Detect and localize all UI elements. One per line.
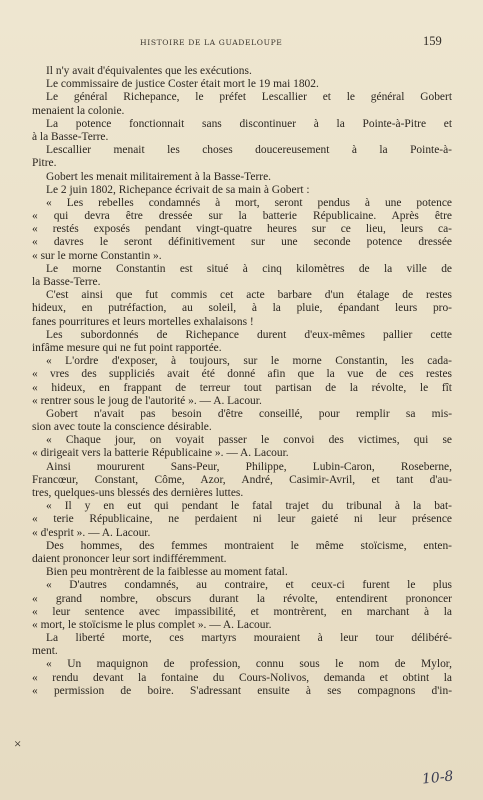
text-line: « D'autres condamnés, au contraire, et ceux-ci furent le plus [46, 579, 452, 592]
text-line: « permission de boire. S'adressant ensuite à ses compagnons d'in- [32, 684, 452, 697]
text-line: menaient la colonie. [32, 104, 125, 117]
text-line: « qui devra être dressée sur la batterie Républicaine. Après être [32, 210, 452, 223]
text-line: « leur sentence avec impassibilité, et montrèrent, en marchant à la [32, 605, 452, 618]
text-line: C'est ainsi que fut commis cet acte barbare d'un étalage de restes [46, 289, 452, 302]
text-line: Des hommes, des femmes montraient le même stoïcisme, enten- [46, 539, 452, 552]
text-line: Ainsi moururent Sans-Peur, Philippe, Lubin-Caron, Roseberne, [46, 460, 452, 473]
text-line: Pitre. [32, 157, 57, 170]
text-line: Le commissaire de justice Coster était mort le 19 mai 1802. [46, 78, 319, 91]
body-text [32, 65, 452, 698]
handwritten-folio-mark: 10-8 [421, 768, 455, 788]
text-line: hideux, en putréfaction, au soleil, à la pluie, épandant leurs pro- [32, 302, 452, 315]
text-line: « L'ordre d'exposer, à toujours, sur le morne Constantin, les cada- [46, 355, 452, 368]
text-line: Bien peu montrèrent de la faiblesse au moment fatal. [46, 566, 288, 579]
text-line: Les subordonnés de Richepance durent d'eux-mêmes pallier cette [46, 328, 452, 341]
text-line: « d'esprit ». — A. Lacour. [32, 526, 151, 539]
text-line: tres, quelques-uns blessés des dernières luttes. [32, 487, 244, 499]
text-line: sion avec toute la conscience désirable. [32, 421, 212, 434]
text-line: Francœur, Constant, Côme, Azor, André, Casimir-Avril, et tant d'au- [32, 473, 452, 486]
text-line: « Chaque jour, on voyait passer le convoi des victimes, qui se [46, 434, 452, 447]
text-line: « davres le seront définitivement sur une seconde potence dressée [32, 236, 452, 249]
text-line: Il n'y avait d'équivalentes que les exécutions. [46, 65, 252, 77]
text-line: Gobert les menait militairement à la Basse-Terre. [46, 170, 272, 183]
page-number: 159 [423, 34, 442, 48]
text-line: « rendu devant la fontaine du Cours-Nolivos, demanda et obtint la [32, 671, 452, 684]
running-head: HISTOIRE DE LA GUADELOUPE [140, 38, 283, 47]
text-line: « rentrer sous le joug de l'autorité ». — A. Lacour. [32, 394, 262, 407]
text-line: « sur le morne Constantin ». [32, 249, 162, 262]
text-line: « terie Républicaine, ne perdaient ni leur gaieté ni leur présence [32, 513, 452, 526]
margin-mark: × [14, 736, 22, 751]
text-line: « dirigeait vers la batterie Républicaine ». — A. Lacour. [32, 447, 289, 460]
text-line: « hideux, en frappant de terreur tout partisan de la révolte, le fît [32, 381, 452, 394]
text-line: « vres des suppliciés avait été donné afin que la vue de ces restes [32, 368, 452, 381]
text-line: Le général Richepance, le préfet Lescallier et le général Gobert [46, 91, 452, 104]
text-line: à la Basse-Terre. [32, 130, 109, 143]
text-line: Gobert n'avait pas besoin d'être conseillé, pour remplir sa mis- [46, 407, 452, 420]
text-line: Le morne Constantin est situé à cinq kilomètres de la ville de [46, 262, 452, 275]
text-line: la Basse-Terre. [32, 276, 101, 288]
text-line: « mort, le stoïcisme le plus complet ». — A. Lacour. [32, 618, 272, 631]
text-line: La potence fonctionnait sans discontinuer à la Pointe-à-Pitre et [46, 117, 452, 130]
text-line: daient prononcer leur sort indifféremment. [32, 552, 227, 565]
text-line: « Les rebelles condamnés à mort, seront pendus à une potence [46, 196, 452, 209]
text-line: « grand nombre, obscurs durant la révolte, entendirent prononcer [32, 592, 452, 605]
text-line: « Il y en eut qui pendant le fatal trajet du tribunal à la bat- [46, 500, 452, 513]
text-line: Lescallier menait les choses doucereusement à la Pointe-à- [46, 144, 452, 157]
text-line: « Un maquignon de profession, connu sous le nom de Mylor, [46, 658, 452, 671]
text-line: La liberté morte, ces martyrs mouraient à leur tour délibéré- [46, 632, 452, 645]
text-line: Le 2 juin 1802, Richepance écrivait de sa main à Gobert : [46, 183, 310, 196]
text-line: « restés exposés pendant vingt-quatre heures sur ce lieu, leurs ca- [32, 223, 452, 236]
text-line: ment. [32, 645, 58, 658]
text-line: infâme mesure qui ne fut point rapportée. [32, 341, 222, 354]
text-line: fanes pourritures et leurs mortelles exhalaisons ! [32, 315, 254, 328]
